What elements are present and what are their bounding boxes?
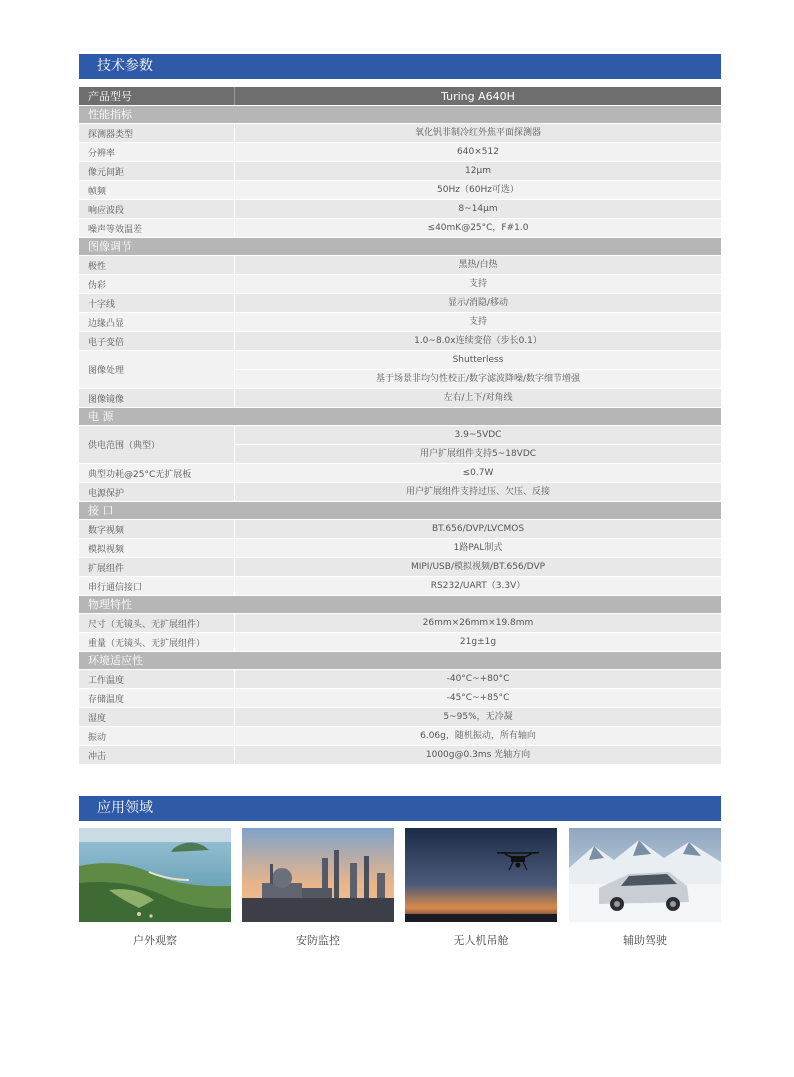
spec-key: 响应波段	[79, 200, 235, 218]
spec-row	[79, 520, 721, 539]
spec-key: 串行通信接口	[79, 577, 235, 595]
spec-section-title: 环境适应性	[79, 652, 721, 670]
spec-value-line: 3.9~5VDC	[454, 430, 502, 440]
applications-banner: 应用领域	[79, 796, 721, 821]
spec-value	[235, 275, 721, 293]
app-card-security	[242, 828, 394, 948]
spec-value	[235, 351, 721, 388]
spec-section-title: 物理特性	[79, 596, 721, 614]
spec-value	[235, 558, 721, 576]
spec-value-line: 用户扩展组件支持5~18VDC	[235, 444, 721, 463]
spec-table	[79, 87, 721, 765]
spec-row	[79, 727, 721, 746]
spec-header-value: Turing A640H	[441, 89, 515, 103]
spec-value	[235, 746, 721, 764]
spec-row	[79, 389, 721, 408]
spec-key: 探测器类型	[79, 124, 235, 142]
spec-key: 尺寸（无镜头、无扩展组件）	[79, 614, 235, 632]
spec-value-line: 用户扩展组件支持过压、欠压、反接	[405, 487, 550, 497]
spec-key: 伪彩	[79, 275, 235, 293]
spec-value-line: RS232/UART（3.3V）	[430, 581, 526, 591]
spec-key: 冲击	[79, 746, 235, 764]
app-card-driving	[569, 828, 721, 948]
spec-row	[79, 558, 721, 577]
spec-key: 像元间距	[79, 162, 235, 180]
spec-row	[79, 483, 721, 502]
spec-value	[235, 577, 721, 595]
spec-row	[79, 689, 721, 708]
spec-header-key: 产品型号	[79, 87, 235, 105]
spec-value	[235, 670, 721, 688]
spec-row	[79, 256, 721, 275]
spec-value-line: 1000g@0.3ms 光轴方向	[425, 750, 531, 760]
spec-row	[79, 746, 721, 765]
spec-key: 重量（无镜头、无扩展组件）	[79, 633, 235, 651]
spec-value	[235, 539, 721, 557]
spec-value	[235, 689, 721, 707]
spec-row	[79, 464, 721, 483]
spec-value-line: 1路PAL制式	[453, 543, 503, 553]
tech-params-banner: 技术参数	[79, 54, 721, 79]
spec-value-line: 支持	[468, 279, 487, 289]
spec-row	[79, 219, 721, 238]
spec-value-line: 基于场景非均匀性校正/数字滤波降噪/数字细节增强	[235, 369, 721, 388]
spec-value-line: 8~14μm	[458, 204, 498, 214]
spec-section-title: 图像调节	[79, 238, 721, 256]
spec-value	[235, 633, 721, 651]
spec-value-line: 50Hz（60Hz可选）	[437, 185, 519, 195]
spec-row	[79, 124, 721, 143]
spec-value-line: 黑热/白热	[458, 260, 498, 270]
app-label-outdoor: 户外观察	[133, 934, 177, 947]
spec-value-line: -40°C~+80°C	[446, 674, 510, 684]
app-card-outdoor	[79, 828, 231, 948]
spec-key: 极性	[79, 256, 235, 274]
spec-row	[79, 313, 721, 332]
app-label-driving: 辅助驾驶	[623, 934, 667, 947]
spec-value	[235, 124, 721, 142]
spec-key: 工作温度	[79, 670, 235, 688]
spec-key: 电子变倍	[79, 332, 235, 350]
spec-row	[79, 670, 721, 689]
spec-row	[79, 181, 721, 200]
spec-value	[235, 614, 721, 632]
spec-value-line: 5~95%，无冷凝	[443, 712, 513, 722]
spec-key: 图像处理	[79, 351, 235, 388]
spec-value	[235, 200, 721, 218]
spec-value	[235, 294, 721, 312]
spec-value	[235, 162, 721, 180]
applications-gallery	[79, 828, 721, 948]
spec-key: 振动	[79, 727, 235, 745]
spec-row	[79, 708, 721, 727]
spec-key: 噪声等效温差	[79, 219, 235, 237]
app-card-drone	[405, 828, 557, 948]
spec-row	[79, 294, 721, 313]
spec-value	[235, 520, 721, 538]
spec-key: 分辨率	[79, 143, 235, 161]
spec-value-line: 640×512	[457, 147, 499, 157]
spec-key: 扩展组件	[79, 558, 235, 576]
spec-value	[235, 143, 721, 161]
spec-value-line: 6.06g，随机振动，所有轴向	[420, 731, 536, 741]
spec-value	[235, 389, 721, 407]
spec-row	[79, 614, 721, 633]
spec-row	[79, 426, 721, 464]
spec-row	[79, 351, 721, 389]
drone-sunset-image	[405, 828, 557, 922]
spec-section-title: 电 源	[79, 408, 721, 426]
spec-key: 存储温度	[79, 689, 235, 707]
spec-value	[235, 483, 721, 501]
spec-value	[235, 219, 721, 237]
spec-section-title: 接 口	[79, 502, 721, 520]
spec-row	[79, 200, 721, 219]
spec-value	[235, 464, 721, 482]
spec-row	[79, 332, 721, 351]
app-label-drone: 无人机吊舱	[453, 934, 509, 947]
spec-section-title: 性能指标	[79, 106, 721, 124]
spec-value-line: 左右/上下/对角线	[443, 393, 513, 403]
spec-row	[79, 275, 721, 294]
spec-row	[79, 143, 721, 162]
snow-suv-image	[569, 828, 721, 922]
spec-value-line: 氧化钒非制冷红外焦平面探测器	[414, 128, 541, 138]
app-label-security: 安防监控	[296, 934, 340, 947]
spec-key: 十字线	[79, 294, 235, 312]
spec-value-line: 支持	[468, 317, 487, 327]
spec-value	[235, 332, 721, 350]
spec-value-line: BT.656/DVP/LVCMOS	[431, 524, 525, 534]
spec-value	[235, 708, 721, 726]
spec-value-line: ≤40mK@25°C，F#1.0	[427, 223, 529, 233]
spec-key: 供电范围（典型）	[79, 426, 235, 463]
spec-key: 边缘凸显	[79, 313, 235, 331]
spec-key: 帧频	[79, 181, 235, 199]
spec-value-line: 显示/消隐/移动	[447, 298, 509, 308]
spec-value-line: MIPI/USB/模拟视频/BT.656/DVP	[410, 562, 546, 572]
spec-key: 典型功耗@25°C无扩展板	[79, 464, 235, 482]
spec-value-line: 26mm×26mm×19.8mm	[422, 618, 534, 628]
spec-value	[235, 256, 721, 274]
spec-header-row	[79, 87, 721, 106]
spec-key: 数字视频	[79, 520, 235, 538]
coastal-landscape-image	[79, 828, 231, 922]
spec-key: 电源保护	[79, 483, 235, 501]
spec-value-line: 12μm	[465, 166, 491, 176]
spec-value	[235, 426, 721, 463]
spec-value-line: 21g±1g	[459, 637, 497, 647]
spec-value	[235, 727, 721, 745]
industrial-plant-image	[242, 828, 394, 922]
spec-value-line: 1.0~8.0x连续变倍（步长0.1）	[414, 336, 542, 346]
spec-key: 图像镜像	[79, 389, 235, 407]
spec-row	[79, 633, 721, 652]
spec-value-line: -45°C~+85°C	[446, 693, 510, 703]
spec-value	[235, 313, 721, 331]
spec-row	[79, 539, 721, 558]
spec-row	[79, 162, 721, 181]
spec-key: 湿度	[79, 708, 235, 726]
spec-value	[235, 181, 721, 199]
spec-value-line: ≤0.7W	[462, 468, 494, 478]
spec-row	[79, 577, 721, 596]
spec-value-line: Shutterless	[452, 355, 504, 365]
spec-key: 模拟视频	[79, 539, 235, 557]
